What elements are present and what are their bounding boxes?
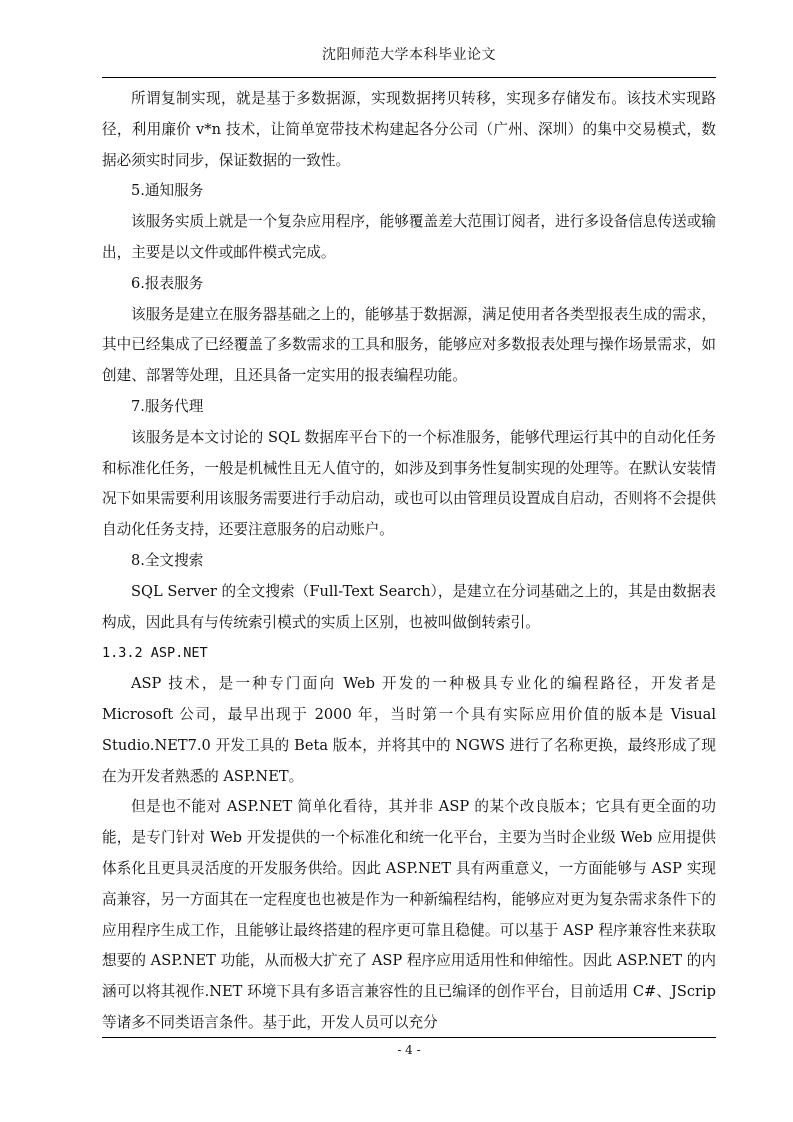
heading-service-agent: 7.服务代理 [131, 397, 204, 415]
heading-full-text-search: 8.全文搜索 [131, 551, 204, 569]
paragraph-full-text-search: SQL Server 的全文搜索（Full-Text Search），是建立在分词基础之上的，其是由数据表构成，因此具有与传统索引模式的实质上区别，也被叫做倒转索引。 [102, 582, 716, 631]
paragraph-service-agent: 该服务是本文讨论的 SQL 数据库平台下的一个标准服务，能够代理运行其中的自动化任务和标准化任务，一般是机械性且无人值守的，如涉及到事务性复制实现的处理等。在默认安装情况下如果需要利用该服务需要进行手动启动，或也可以由管理员设置成自启动，否则将不会提供自动化任务支持，还要注意服务的启动账户。 [102, 428, 716, 539]
page-header-title: 沈阳师范大学本科毕业论文 [322, 47, 496, 63]
paragraph-reporting-service: 该服务是建立在服务器基础之上的，能够基于数据源，满足使用者各类型报表生成的需求，其中已经集成了已经覆盖了多数需求的工具和服务，能够应对多数报表处理与操作场景需求，如创建、部署等处理，且还具备一定实用的报表编程功能。 [102, 305, 716, 385]
header-divider [102, 77, 716, 78]
heading-reporting-service: 6.报表服务 [131, 274, 204, 292]
paragraph-notification-service: 该服务实质上就是一个复杂应用程序，能够覆盖差大范围订阅者，进行多设备信息传送或输出，主要是以文件或邮件模式完成。 [102, 213, 716, 261]
heading-notification-service: 5.通知服务 [131, 182, 204, 200]
paragraph-asp-net-detail: 但是也不能对 ASP.NET 简单化看待，其并非 ASP 的某个改良版本；它具有更全面的功能，是专门针对 Web 开发提供的一个标准化和统一化平台，主要为当时企业级 Web 应用提供体系化且更具灵活度的开发服务供给。因此 ASP.NET 具有两重意义，一方面能够与 ASP 实现高兼容，另一方面其在一定程度也也被是作为一种新编程结构，能够应对更为复杂需求条件下的应用程序生成工作，且能够让最终搭建的程序更可靠且稳健。可以基于 ASP 程序兼容性来获取想要的 ASP.NET 功能，从而极大扩充了 ASP 程序应用适用性和伸缩性。因此 ASP.NET 的内涵可以将其视作.NET 环境下具有多语言兼容性的且已编译的创作平台，目前适用 C#、JScrip 等诸多不同类语言条件。基于此，开发人员可以充分 [102, 798, 716, 1031]
paragraph-replication: 所谓复制实现，就是基于多数据源，实现数据拷贝转移，实现多存储发布。该技术实现路径，利用廉价 v*n 技术，让简单宽带技术构建起各分公司（广州、深圳）的集中交易模式，数据必须实时同步，保证数据的一致性。 [102, 90, 716, 169]
page-number: - 4 - [397, 1043, 421, 1057]
page-body [102, 84, 716, 1039]
section-heading-asp-net: 1.3.2 ASP.NET [102, 645, 208, 662]
paragraph-asp-intro: ASP 技术，是一种专门面向 Web 开发的一种极具专业化的编程路径，开发者是 Microsoft 公司，最早出现于 2000 年，当时第一个具有实际应用价值的版本是 Visual Studio.NET7.0 开发工具的 Beta 版本，并将其中的 NGWS 进行了名称更换，最终形成了现在为开发者熟悉的 ASP.NET。 [102, 675, 716, 785]
footer-divider [102, 1037, 716, 1038]
